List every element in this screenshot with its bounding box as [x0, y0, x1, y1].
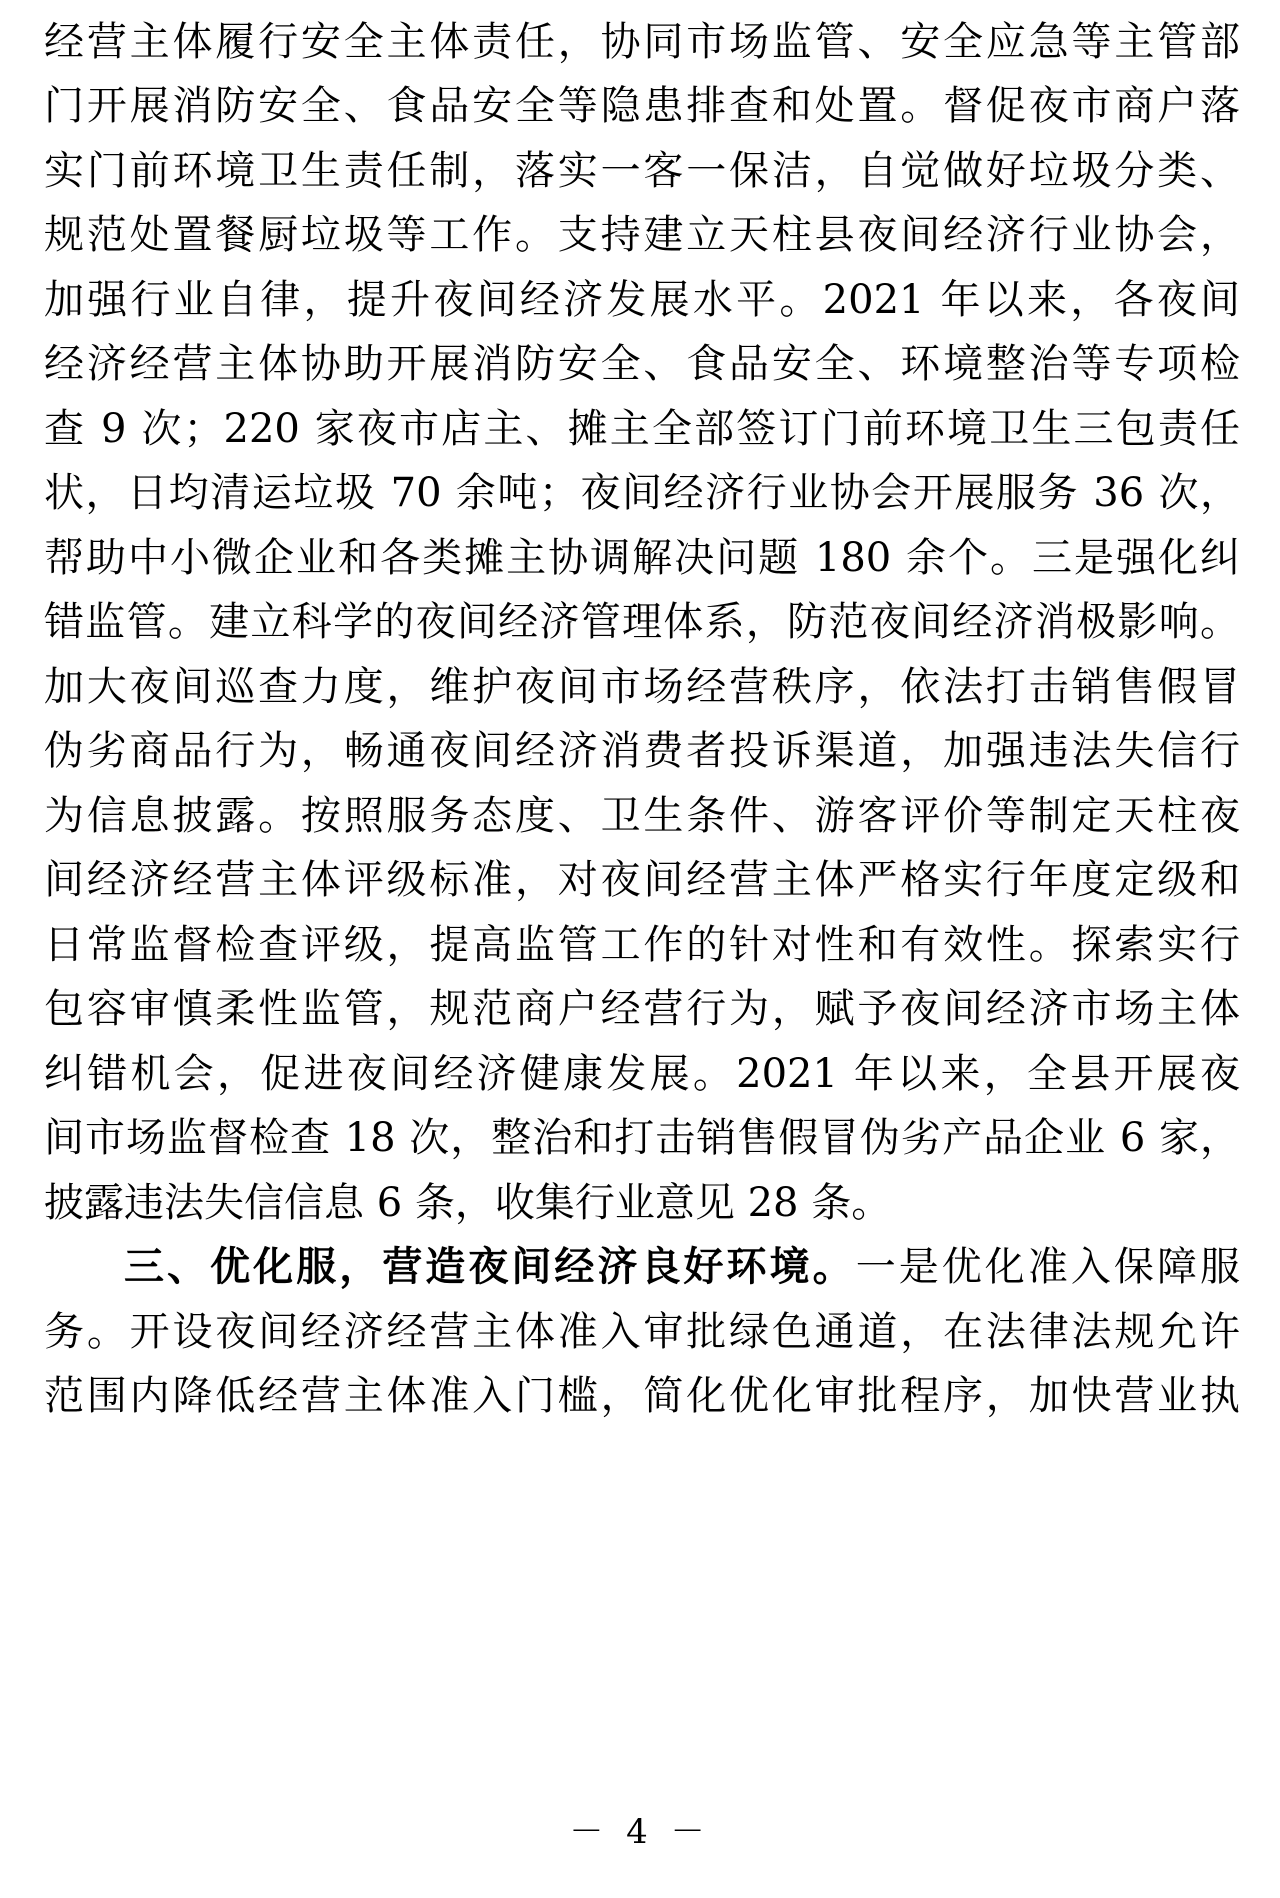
body-text-line: 经济经营主体协助开展消防安全、食品安全、环境整治等专项检	[44, 341, 1240, 387]
body-text-line: 规范处置餐厨垃圾等工作。支持建立天柱县夜间经济行业协会，	[44, 212, 1240, 258]
body-text-line: 查 9 次；220 家夜市店主、摊主全部签订门前环境卫生三包责任	[44, 406, 1240, 452]
body-text-line: 纠错机会，促进夜间经济健康发展。2021 年以来，全县开展夜	[44, 1051, 1240, 1097]
section-3-heading: 三、优化服，营造夜间经济良好环境。	[124, 1244, 856, 1290]
body-text-line: 务。开设夜间经济经营主体准入审批绿色通道，在法律法规允许	[44, 1309, 1240, 1355]
section-3-line-rest: 一是优化准入保障服	[855, 1244, 1241, 1290]
body-text-line: 实门前环境卫生责任制，落实一客一保洁，自觉做好垃圾分类、	[44, 148, 1240, 194]
body-text-line: 帮助中小微企业和各类摊主协调解决问题 180 余个。三是强化纠	[44, 535, 1240, 581]
body-text-line: 范围内降低经营主体准入门槛，简化优化审批程序，加快营业执	[44, 1373, 1240, 1419]
body-text-line: 加大夜间巡查力度，维护夜间市场经营秩序，依法打击销售假冒	[44, 664, 1240, 710]
body-text-line: 门开展消防安全、食品安全等隐患排查和处置。督促夜市商户落	[44, 83, 1240, 129]
body-text-line: 伪劣商品行为，畅通夜间经济消费者投诉渠道，加强违法失信行	[44, 728, 1240, 774]
body-text-line: 经营主体履行安全主体责任，协同市场监管、安全应急等主管部	[44, 19, 1240, 65]
page-number: － 4 －	[569, 1812, 711, 1852]
body-text-line: 错监管。建立科学的夜间经济管理体系，防范夜间经济消极影响。	[44, 599, 1240, 645]
body-text-line: 为信息披露。按照服务态度、卫生条件、游客评价等制定天柱夜	[44, 793, 1240, 839]
section-3-first-line	[124, 1241, 1240, 1293]
body-text-line: 披露违法失信信息 6 条，收集行业意见 28 条。	[44, 1180, 892, 1226]
body-text-line: 间市场监督检查 18 次，整治和打击销售假冒伪劣产品企业 6 家，	[44, 1115, 1240, 1161]
body-text-line: 加强行业自律，提升夜间经济发展水平。2021 年以来，各夜间	[44, 277, 1240, 323]
body-text-line: 状，日均清运垃圾 70 余吨；夜间经济行业协会开展服务 36 次，	[44, 470, 1240, 516]
body-text-line: 包容审慎柔性监管，规范商户经营行为，赋予夜间经济市场主体	[44, 986, 1240, 1032]
body-text-line: 日常监督检查评级，提高监管工作的针对性和有效性。探索实行	[44, 922, 1240, 968]
body-text-line: 间经济经营主体评级标准，对夜间经营主体严格实行年度定级和	[44, 857, 1240, 903]
